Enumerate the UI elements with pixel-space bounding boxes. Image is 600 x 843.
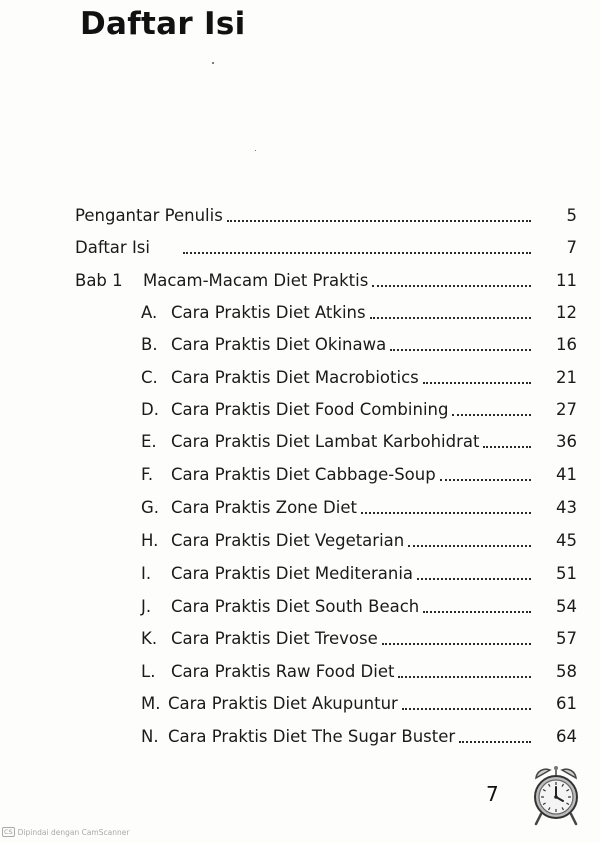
toc-entry-label: Pengantar Penulis <box>75 206 223 225</box>
page-number: 7 <box>486 782 499 806</box>
toc-entry-letter: L. <box>141 662 156 681</box>
dot-leader <box>459 741 531 743</box>
toc-entry-page: 5 <box>566 206 577 225</box>
toc-entry-intro[interactable] <box>75 200 577 226</box>
toc-entry-page: 36 <box>556 432 577 451</box>
toc-entry-page: 45 <box>556 531 577 550</box>
toc-entry-page: 54 <box>556 597 577 616</box>
toc-entry-label: Cara Praktis Diet Vegetarian <box>171 531 405 550</box>
toc-entry[interactable] <box>141 426 577 452</box>
scanner-text: Dipindai dengan CamScanner <box>17 827 130 837</box>
alarm-clock-icon <box>528 764 584 828</box>
toc-entry-letter: A. <box>141 303 158 322</box>
toc-entry[interactable] <box>141 329 577 355</box>
toc-entry-letter: M. <box>141 694 161 713</box>
toc-entry[interactable] <box>141 656 577 682</box>
toc-entry-label: Cara Praktis Diet Atkins <box>171 303 366 322</box>
toc-entry-chapter[interactable] <box>75 265 577 291</box>
dot-leader <box>382 643 531 645</box>
toc-entry-page: 41 <box>556 465 577 484</box>
toc-entry-page: 27 <box>556 400 577 419</box>
toc-entry-letter: J. <box>141 597 152 616</box>
dot-leader <box>417 578 531 580</box>
toc-entry[interactable] <box>141 297 577 323</box>
toc-entry-page: 51 <box>556 564 577 583</box>
toc-entry-letter: G. <box>141 498 160 517</box>
dot-leader <box>398 676 531 678</box>
toc-entry-letter: C. <box>141 368 158 387</box>
dot-leader <box>402 708 531 710</box>
scan-speck <box>212 62 214 64</box>
toc-entry[interactable] <box>141 591 577 617</box>
camscanner-icon: CS <box>4 828 13 836</box>
toc-entry-page: 21 <box>556 368 577 387</box>
dot-leader <box>483 446 531 448</box>
toc-entry[interactable] <box>141 558 577 584</box>
toc-entry-letter: B. <box>141 335 158 354</box>
scan-speck <box>255 150 256 151</box>
toc-entry-page: 61 <box>556 694 577 713</box>
dot-leader <box>452 414 531 416</box>
toc-entry[interactable] <box>141 623 577 649</box>
toc-entry[interactable] <box>141 688 577 714</box>
toc-entry-label: Cara Praktis Diet Okinawa <box>171 335 387 354</box>
dot-leader <box>423 382 531 384</box>
toc-entry-letter: K. <box>141 629 158 648</box>
scanner-watermark <box>2 827 129 837</box>
toc-entry-label: Cara Praktis Diet Akupuntur <box>168 694 398 713</box>
toc-entry[interactable] <box>141 721 577 747</box>
toc-entry[interactable] <box>141 492 577 518</box>
dot-leader <box>390 349 531 351</box>
toc-entry-page: 64 <box>556 727 577 746</box>
toc-entry-label: Macam-Macam Diet Praktis <box>143 271 369 290</box>
toc-entry-label: Cara Praktis Diet Cabbage-Soup <box>171 465 436 484</box>
chapter-prefix: Bab 1 <box>75 271 123 290</box>
dot-leader <box>183 252 531 254</box>
toc-entry-label: Cara Praktis Diet Macrobiotics <box>171 368 419 387</box>
toc-entry-label: Cara Praktis Diet Food Combining <box>171 400 449 419</box>
toc-entry[interactable] <box>141 525 577 551</box>
toc-entry-label: Daftar Isi <box>75 238 150 257</box>
toc-entry-page: 57 <box>556 629 577 648</box>
toc-entry-letter: N. <box>141 727 159 746</box>
dot-leader <box>423 611 531 613</box>
toc-entry[interactable] <box>141 394 577 420</box>
toc-entry-contents[interactable] <box>75 232 577 258</box>
toc-entry-letter: H. <box>141 531 159 550</box>
toc-entry[interactable] <box>141 459 577 485</box>
dot-leader <box>440 479 531 481</box>
toc-entry-label: Cara Praktis Diet Trevose <box>171 629 378 648</box>
toc-entry-letter: D. <box>141 400 159 419</box>
toc-entry-label: Cara Praktis Diet Mediterania <box>171 564 414 583</box>
dot-leader <box>408 545 531 547</box>
page-title: Daftar Isi <box>80 6 246 42</box>
toc-entry[interactable] <box>141 362 577 388</box>
toc-entry-page: 7 <box>566 238 577 257</box>
toc-entry-page: 16 <box>556 335 577 354</box>
toc-entry-page: 11 <box>556 271 577 290</box>
dot-leader <box>227 220 531 222</box>
toc-entry-label: Cara Praktis Diet The Sugar Buster <box>168 727 456 746</box>
toc-entry-letter: I. <box>141 564 152 583</box>
dot-leader <box>372 285 531 287</box>
dot-leader <box>370 317 531 319</box>
dot-leader <box>361 512 531 514</box>
toc-entry-page: 12 <box>556 303 577 322</box>
toc-entry-letter: E. <box>141 432 157 451</box>
toc-entry-letter: F. <box>141 465 154 484</box>
toc-entry-label: Cara Praktis Zone Diet <box>171 498 357 517</box>
toc-entry-label: Cara Praktis Raw Food Diet <box>171 662 395 681</box>
toc-entry-label: Cara Praktis Diet Lambat Karbohidrat <box>171 432 480 451</box>
toc-entry-page: 43 <box>556 498 577 517</box>
toc-entry-label: Cara Praktis Diet South Beach <box>171 597 420 616</box>
toc-entry-page: 58 <box>556 662 577 681</box>
